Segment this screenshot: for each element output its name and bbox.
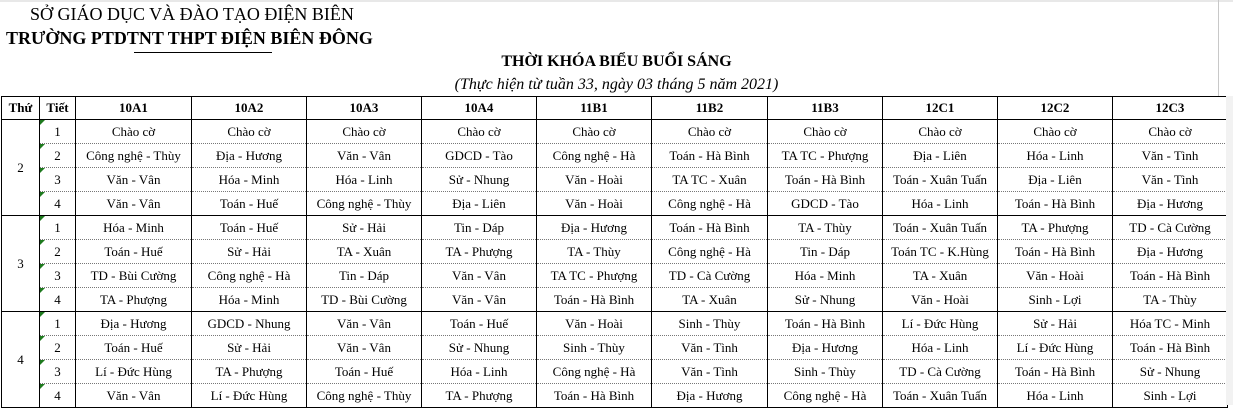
subject-cell[interactable]: Văn - Vân bbox=[76, 384, 192, 408]
subject-cell[interactable]: Toán - Huế bbox=[76, 240, 192, 264]
subject-cell[interactable]: Văn - Vân bbox=[76, 192, 192, 216]
subject-cell[interactable]: Văn - Vân bbox=[76, 168, 192, 192]
subject-cell[interactable]: Toán - Hà Bình bbox=[537, 288, 652, 312]
subject-cell[interactable]: TA - Xuân bbox=[883, 264, 998, 288]
period-label: 2 bbox=[54, 243, 61, 259]
subject-cell[interactable]: Hóa - Linh bbox=[998, 144, 1113, 168]
period-cell[interactable] bbox=[40, 360, 76, 384]
subject-cell[interactable]: TA TC - Phượng bbox=[537, 264, 652, 288]
subject-cell[interactable]: Sử - Hải bbox=[998, 312, 1113, 336]
table-row bbox=[2, 144, 1228, 168]
period-cell[interactable] bbox=[40, 312, 76, 336]
subject-cell[interactable]: Chào cờ bbox=[422, 120, 537, 144]
period-cell[interactable] bbox=[40, 168, 76, 192]
cell-comment-marker bbox=[40, 360, 45, 365]
subject-cell[interactable]: Văn - Vân bbox=[422, 288, 537, 312]
subject-cell[interactable]: Toán - Huế bbox=[76, 336, 192, 360]
day-cell[interactable]: 4 bbox=[2, 312, 40, 408]
subject-cell[interactable]: TA - Phượng bbox=[998, 216, 1113, 240]
subject-cell[interactable]: Hóa - Minh bbox=[192, 288, 307, 312]
subject-cell[interactable]: Tin - Dáp bbox=[422, 216, 537, 240]
subject-cell[interactable]: Công nghệ - Hà bbox=[192, 264, 307, 288]
subject-cell[interactable]: Sinh - Thùy bbox=[537, 336, 652, 360]
subject-cell[interactable]: Văn - Hoài bbox=[537, 168, 652, 192]
subject-cell[interactable]: Văn - Vân bbox=[307, 336, 422, 360]
page-subtitle: (Thực hiện từ tuần 33, ngày 03 tháng 5 năm 2021) bbox=[454, 76, 779, 93]
subject-cell[interactable]: TD - Bùi Cường bbox=[307, 288, 422, 312]
subject-cell[interactable]: Công nghệ - Hà bbox=[768, 384, 883, 408]
subject-cell[interactable]: Tin - Dáp bbox=[768, 240, 883, 264]
period-label: 3 bbox=[54, 171, 61, 187]
cell-comment-marker bbox=[40, 288, 45, 293]
period-label: 3 bbox=[54, 363, 61, 379]
subject-cell[interactable]: TA - Thùy bbox=[1113, 288, 1228, 312]
subject-cell[interactable]: Toán - Xuân Tuấn bbox=[883, 216, 998, 240]
subject-cell[interactable]: Toán - Huế bbox=[192, 192, 307, 216]
school-name: TRƯỜNG PTDTNT THPT ĐIỆN BIÊN ĐÔNG bbox=[6, 28, 373, 48]
sheet-top-edge bbox=[0, 0, 1233, 2]
table-row bbox=[2, 336, 1228, 360]
subject-cell[interactable]: Công nghệ - Hà bbox=[537, 144, 652, 168]
subject-cell[interactable]: Chào cờ bbox=[998, 120, 1113, 144]
cell-comment-marker bbox=[40, 192, 45, 197]
subject-cell[interactable]: Tin - Dáp bbox=[307, 264, 422, 288]
period-cell[interactable] bbox=[40, 288, 76, 312]
subject-cell[interactable]: Hóa - Minh bbox=[192, 168, 307, 192]
subject-cell[interactable]: Hóa - Linh bbox=[883, 336, 998, 360]
table-row bbox=[2, 360, 1228, 384]
period-label: 4 bbox=[54, 195, 61, 211]
subject-cell[interactable]: Công nghệ - Hà bbox=[652, 240, 768, 264]
period-cell[interactable] bbox=[40, 216, 76, 240]
subject-cell[interactable]: Chào cờ bbox=[768, 120, 883, 144]
subject-cell[interactable]: Văn - Hoài bbox=[883, 288, 998, 312]
subject-cell[interactable]: Sử - Hải bbox=[192, 240, 307, 264]
cell-comment-marker bbox=[40, 312, 45, 317]
period-cell[interactable] bbox=[40, 240, 76, 264]
subject-cell[interactable]: Hóa - Linh bbox=[998, 384, 1113, 408]
subject-cell[interactable]: Hóa - Linh bbox=[307, 168, 422, 192]
subject-cell[interactable]: Công nghệ - Thùy bbox=[307, 192, 422, 216]
subject-cell[interactable]: Toán - Hà Bình bbox=[652, 216, 768, 240]
subject-cell[interactable]: Sinh - Lợi bbox=[1113, 384, 1228, 408]
header-day[interactable]: Thứ bbox=[2, 97, 40, 120]
period-label: 2 bbox=[54, 147, 61, 163]
subject-cell[interactable]: Hóa - Minh bbox=[768, 264, 883, 288]
subject-cell[interactable]: Văn - Tình bbox=[1113, 168, 1228, 192]
subject-cell[interactable]: GDCD - Tào bbox=[422, 144, 537, 168]
subject-cell[interactable]: Văn - Tình bbox=[1113, 144, 1228, 168]
page-title: THỜI KHÓA BIỂU BUỔI SÁNG bbox=[501, 53, 732, 70]
cell-comment-marker bbox=[40, 264, 45, 269]
subject-cell[interactable]: Sử - Nhung bbox=[1113, 360, 1228, 384]
subject-cell[interactable]: Văn - Vân bbox=[307, 312, 422, 336]
subject-cell[interactable]: Địa - Hương bbox=[192, 144, 307, 168]
subject-cell[interactable]: Sử - Nhung bbox=[422, 168, 537, 192]
subject-cell[interactable]: Địa - Liên bbox=[998, 168, 1113, 192]
header-class[interactable]: 11B3 bbox=[768, 97, 883, 120]
subject-cell[interactable]: Văn - Vân bbox=[422, 264, 537, 288]
subject-cell[interactable]: Văn - Hoài bbox=[537, 192, 652, 216]
cell-comment-marker bbox=[40, 336, 45, 341]
header-class[interactable]: 10A4 bbox=[422, 97, 537, 120]
subject-cell[interactable]: Văn - Tình bbox=[652, 336, 768, 360]
subject-cell[interactable]: Sử - Nhung bbox=[422, 336, 537, 360]
subject-cell[interactable]: Văn - Vân bbox=[307, 144, 422, 168]
table-row bbox=[2, 264, 1228, 288]
table-row bbox=[2, 312, 1228, 336]
subject-cell[interactable]: Địa - Hương bbox=[537, 216, 652, 240]
subject-cell[interactable]: TA - Thùy bbox=[537, 240, 652, 264]
subject-cell[interactable]: Chào cờ bbox=[307, 120, 422, 144]
header-class[interactable]: 12C3 bbox=[1113, 97, 1228, 120]
table-row bbox=[2, 120, 1228, 144]
subject-cell[interactable]: Toán - Xuân Tuấn bbox=[883, 384, 998, 408]
header-class[interactable]: 12C1 bbox=[883, 97, 998, 120]
subject-cell[interactable]: Hóa TC - Minh bbox=[1113, 312, 1228, 336]
period-label: 4 bbox=[54, 387, 61, 403]
subject-cell[interactable]: Sinh - Lợi bbox=[998, 288, 1113, 312]
subject-cell[interactable]: Toán - Xuân Tuấn bbox=[883, 168, 998, 192]
subject-cell[interactable]: Toán - Huế bbox=[192, 216, 307, 240]
table-row bbox=[2, 240, 1228, 264]
subject-cell[interactable]: TA - Phượng bbox=[76, 288, 192, 312]
subject-cell[interactable]: Địa - Hương bbox=[76, 312, 192, 336]
subject-cell[interactable]: Toán - Huế bbox=[422, 312, 537, 336]
vertical-scrollbar[interactable] bbox=[1226, 96, 1233, 405]
header-class[interactable]: 10A2 bbox=[192, 97, 307, 120]
subject-cell[interactable]: Lí - Đức Hùng bbox=[998, 336, 1113, 360]
subject-cell[interactable]: Toán TC - K.Hùng bbox=[883, 240, 998, 264]
subject-cell[interactable]: TD - Cà Cường bbox=[883, 360, 998, 384]
subject-cell[interactable]: Toán - Hà Bình bbox=[652, 144, 768, 168]
table-row bbox=[2, 288, 1228, 312]
subject-cell[interactable]: Chào cờ bbox=[652, 120, 768, 144]
subject-cell[interactable]: Địa - Hương bbox=[1113, 192, 1228, 216]
subject-cell[interactable]: TA - Phượng bbox=[422, 240, 537, 264]
subject-cell[interactable]: Lí - Đức Hùng bbox=[883, 312, 998, 336]
header-class[interactable]: 10A3 bbox=[307, 97, 422, 120]
subject-cell[interactable]: Sử - Hải bbox=[192, 336, 307, 360]
subject-cell[interactable]: Hóa - Linh bbox=[883, 192, 998, 216]
subject-cell[interactable]: Toán - Huế bbox=[307, 360, 422, 384]
period-label: 1 bbox=[54, 219, 61, 235]
header-period[interactable]: Tiết bbox=[40, 97, 76, 120]
cell-comment-marker bbox=[40, 240, 45, 245]
cell-comment-marker bbox=[40, 168, 45, 173]
period-cell[interactable] bbox=[40, 144, 76, 168]
subject-cell[interactable]: Chào cờ bbox=[76, 120, 192, 144]
subject-cell[interactable]: Công nghệ - Thùy bbox=[76, 144, 192, 168]
period-label: 3 bbox=[54, 267, 61, 283]
period-label: 1 bbox=[54, 315, 61, 331]
subject-cell[interactable]: GDCD - Nhung bbox=[192, 312, 307, 336]
header-row bbox=[2, 97, 1228, 120]
header-class[interactable]: 11B2 bbox=[652, 97, 768, 120]
subject-cell[interactable]: TA - Xuân bbox=[307, 240, 422, 264]
header-class[interactable]: 10A1 bbox=[76, 97, 192, 120]
subject-cell[interactable]: Hóa - Linh bbox=[422, 360, 537, 384]
department-name: SỞ GIÁO DỤC VÀ ĐÀO TẠO ĐIỆN BIÊN bbox=[30, 4, 354, 24]
table-row bbox=[2, 384, 1228, 408]
table-row bbox=[2, 168, 1228, 192]
subject-cell[interactable]: Toán - Hà Bình bbox=[537, 384, 652, 408]
subject-cell[interactable]: Công nghệ - Hà bbox=[652, 192, 768, 216]
cell-comment-marker bbox=[40, 120, 45, 125]
subject-cell[interactable]: Toán - Hà Bình bbox=[768, 168, 883, 192]
subject-cell[interactable]: Lí - Đức Hùng bbox=[76, 360, 192, 384]
period-label: 1 bbox=[54, 123, 61, 139]
day-cell[interactable]: 2 bbox=[2, 120, 40, 216]
period-label: 4 bbox=[54, 291, 61, 307]
subject-cell[interactable]: Toán - Hà Bình bbox=[768, 312, 883, 336]
subject-cell[interactable]: Toán - Hà Bình bbox=[998, 240, 1113, 264]
cell-comment-marker bbox=[40, 144, 45, 149]
subject-cell[interactable]: Toán - Hà Bình bbox=[998, 360, 1113, 384]
subject-cell[interactable]: Chào cờ bbox=[192, 120, 307, 144]
subject-cell[interactable]: TD - Bùi Cường bbox=[76, 264, 192, 288]
subject-cell[interactable]: TD - Cà Cường bbox=[1113, 216, 1228, 240]
subject-cell[interactable]: GDCD - Tào bbox=[768, 192, 883, 216]
period-cell[interactable] bbox=[40, 336, 76, 360]
subject-cell[interactable]: Công nghệ - Thùy bbox=[307, 384, 422, 408]
table-row bbox=[2, 192, 1228, 216]
subject-cell[interactable]: Lí - Đức Hùng bbox=[192, 384, 307, 408]
day-cell[interactable]: 3 bbox=[2, 216, 40, 312]
subject-cell[interactable]: TA TC - Xuân bbox=[652, 168, 768, 192]
subject-cell[interactable]: Toán - Hà Bình bbox=[1113, 264, 1228, 288]
subject-cell[interactable]: Chào cờ bbox=[1113, 120, 1228, 144]
subject-cell[interactable]: Địa - Hương bbox=[1113, 240, 1228, 264]
cell-comment-marker bbox=[40, 216, 45, 221]
subject-cell[interactable]: Địa - Hương bbox=[652, 384, 768, 408]
subject-cell[interactable]: Hóa - Minh bbox=[76, 216, 192, 240]
subject-cell[interactable]: Sinh - Thùy bbox=[652, 312, 768, 336]
subject-cell[interactable]: Công nghệ - Hà bbox=[537, 360, 652, 384]
subject-cell[interactable]: Văn - Hoài bbox=[537, 312, 652, 336]
subject-cell[interactable]: Sử - Nhung bbox=[768, 288, 883, 312]
subject-cell[interactable]: Văn - Tình bbox=[652, 360, 768, 384]
subject-cell[interactable]: TA - Xuân bbox=[652, 288, 768, 312]
timetable bbox=[1, 96, 1228, 408]
subject-cell[interactable]: Địa - Liên bbox=[422, 192, 537, 216]
period-cell[interactable] bbox=[40, 264, 76, 288]
period-label: 2 bbox=[54, 339, 61, 355]
subject-cell[interactable]: Sinh - Thùy bbox=[768, 360, 883, 384]
subject-cell[interactable]: Toán - Hà Bình bbox=[998, 192, 1113, 216]
table-row bbox=[2, 216, 1228, 240]
subject-cell[interactable]: Toán - Hà Bình bbox=[1113, 336, 1228, 360]
subject-cell[interactable]: Địa - Hương bbox=[768, 336, 883, 360]
subject-cell[interactable]: TD - Cà Cường bbox=[652, 264, 768, 288]
period-cell[interactable] bbox=[40, 120, 76, 144]
subject-cell[interactable]: Chào cờ bbox=[883, 120, 998, 144]
subject-cell[interactable]: Sử - Hải bbox=[307, 216, 422, 240]
subject-cell[interactable]: TA TC - Phượng bbox=[768, 144, 883, 168]
header-class[interactable]: 12C2 bbox=[998, 97, 1113, 120]
header-class[interactable]: 11B1 bbox=[537, 97, 652, 120]
subject-cell[interactable]: Văn - Hoài bbox=[998, 264, 1113, 288]
subject-cell[interactable]: Địa - Liên bbox=[883, 144, 998, 168]
cell-comment-marker bbox=[40, 384, 45, 389]
subject-cell[interactable]: Chào cờ bbox=[537, 120, 652, 144]
subject-cell[interactable]: TA - Phượng bbox=[192, 360, 307, 384]
subject-cell[interactable]: TA - Phượng bbox=[422, 384, 537, 408]
period-cell[interactable] bbox=[40, 384, 76, 408]
period-cell[interactable] bbox=[40, 192, 76, 216]
subject-cell[interactable]: TA - Thùy bbox=[768, 216, 883, 240]
